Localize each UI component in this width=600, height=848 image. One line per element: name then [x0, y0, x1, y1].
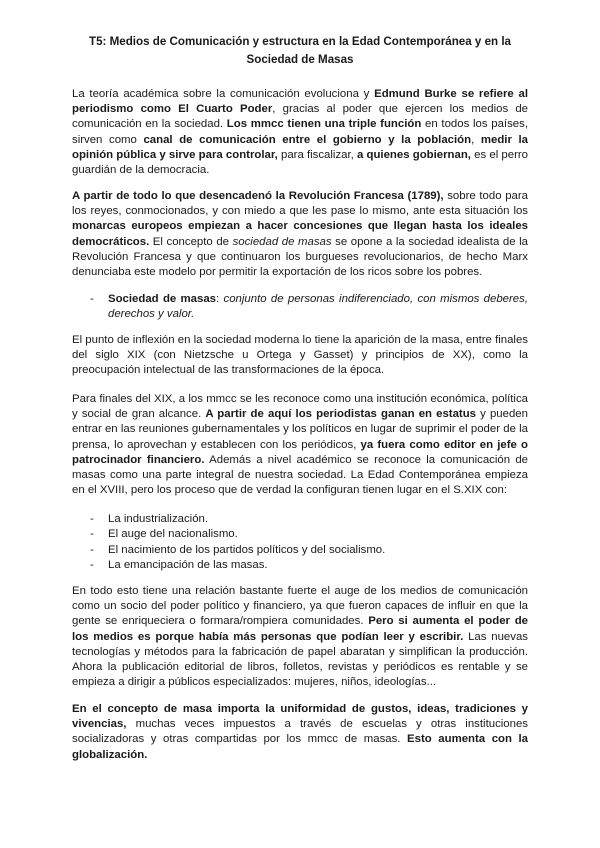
paragraph-6 [72, 702, 528, 763]
bold-run: ya fuera como editor en jefe o patrocinador financiero. [72, 438, 528, 466]
list-item: - El nacimiento de los partidos políticos y del socialismo. [90, 543, 528, 558]
transformations-list [90, 512, 528, 574]
paragraph-3 [72, 333, 528, 379]
bullet-dash: - [90, 293, 94, 305]
paragraph-2 [72, 189, 528, 280]
italic-run: conjunto de personas indiferenciado, con mismos deberes, derechos y valor. [108, 293, 528, 321]
paragraph-5 [72, 584, 528, 690]
text-run: sobre todo para los reyes, conmocionados, y con miedo a que les pase lo mismo, ante esta situación los [72, 190, 528, 218]
text-run: , [471, 133, 481, 146]
title-line-1: T5: Medios de Comunicación y estructura en la Edad Contemporánea y en la [89, 35, 511, 48]
bold-run: Sociedad de masas [108, 293, 217, 305]
bold-run: Esto aumenta con la globalización. [72, 733, 528, 761]
bold-run: medir la opinión pública y sirve para controlar, [72, 133, 528, 161]
bold-run: A partir de aquí los periodistas ganan en estatus [205, 408, 476, 421]
text-run: Además a nivel académico se reconoce la comunicación de masas como una parte integral de nuestra sociedad. La Edad Contemporánea empieza en el XVIII, pero los proceso que de verdad la configuran tienen lugar en el S.XIX con: [72, 453, 528, 497]
text-run: , gracias al poder que ejercen los medios de comunicación en la sociedad. [72, 103, 528, 131]
bold-run: monarcas europeos empiezan a hacer concesiones que llegan hasta los ideales democráticos. [72, 220, 528, 248]
definition-bullet [90, 292, 528, 322]
paragraph-4 [72, 392, 528, 498]
bold-run: A partir de todo lo que desencadenó la Revolución Francesa (1789), [72, 190, 444, 202]
text-run: muchas veces impuestos a través de escuelas y otras instituciones socializadoras y otras compartidas por los mmcc de masas. [72, 718, 528, 746]
text-run: es el perro guardián de la democracia. [72, 148, 529, 177]
bold-run: Edmund Burke se refiere al periodismo como El Cuarto Poder [72, 88, 528, 116]
text-run: El concepto de [149, 235, 233, 248]
paragraph-1 [72, 87, 528, 178]
text-run: Para finales del XIX, a los mmcc se les reconoce como una institución económica, política y social de gran alcance. [72, 393, 528, 421]
text-run: Las nuevas tecnologías y métodos para la fabricación de papel abaratan y simplifican la producción. Ahora la publicación editorial de libros, folletos, revistas y periódicos es rentable y se empieza a dirigir a públicos especializados: mujeres, niños, ideologías... [72, 630, 528, 689]
text-run: El punto de inflexión en la sociedad moderna lo tiene la aparición de la masa, entre finales del siglo XIX (con Nietzsche u Ortega y Gasset) y principios de XX), como la preocupación intelectual de las transformaciones de la época. [72, 334, 528, 377]
italic-run: sociedad de masas [232, 235, 332, 248]
list-item: - La emancipación de las masas. [90, 558, 528, 573]
list-item: - La industrialización. [90, 512, 528, 527]
bold-run: Los mmcc tienen una triple función [226, 118, 422, 131]
text-run: La teoría académica sobre la comunicación evoluciona y [72, 88, 375, 100]
text-run: En todo esto tiene una relación bastante fuerte el auge de los medios de comunicación como un socio del poder político y financiero, ya que fueron capaces de influir en que la gente se enriqueciera o formara/rompiera comunidades. [72, 585, 528, 628]
text-run: : [216, 293, 224, 305]
text-run: y pueden entrar en las reuniones gubernamentales y los políticos en lugar de suprimir el poder de la prensa, lo aprovechan y establecen con los periódicos, [72, 408, 528, 451]
bold-run: a quienes gobiernan, [357, 148, 471, 161]
document-title [60, 33, 540, 68]
text-run: en todos los países, sirven como [72, 118, 528, 146]
bold-run: canal de comunicación entre el gobierno y la población [143, 133, 472, 146]
title-line-2: Sociedad de Masas [246, 52, 354, 66]
list-item: - El auge del nacionalismo. [90, 527, 528, 542]
bold-run: En el concepto de masa importa la uniformidad de gustos, ideas, tradiciones y vivencias, [72, 703, 528, 731]
text-run: para fiscalizar, [277, 148, 357, 161]
bullet-text [108, 292, 528, 322]
text-run: se opone a la sociedad idealista de la Revolución Francesa y que continuaron los burgueses revolucionarios, de hecho Marx denunciaba este modelo por permitir la exportación de los ricos sobre los pobres. [72, 235, 528, 279]
bold-run: Pero si aumenta el poder de los medios es porque había más personas que podían leer y escribir. [72, 615, 528, 643]
